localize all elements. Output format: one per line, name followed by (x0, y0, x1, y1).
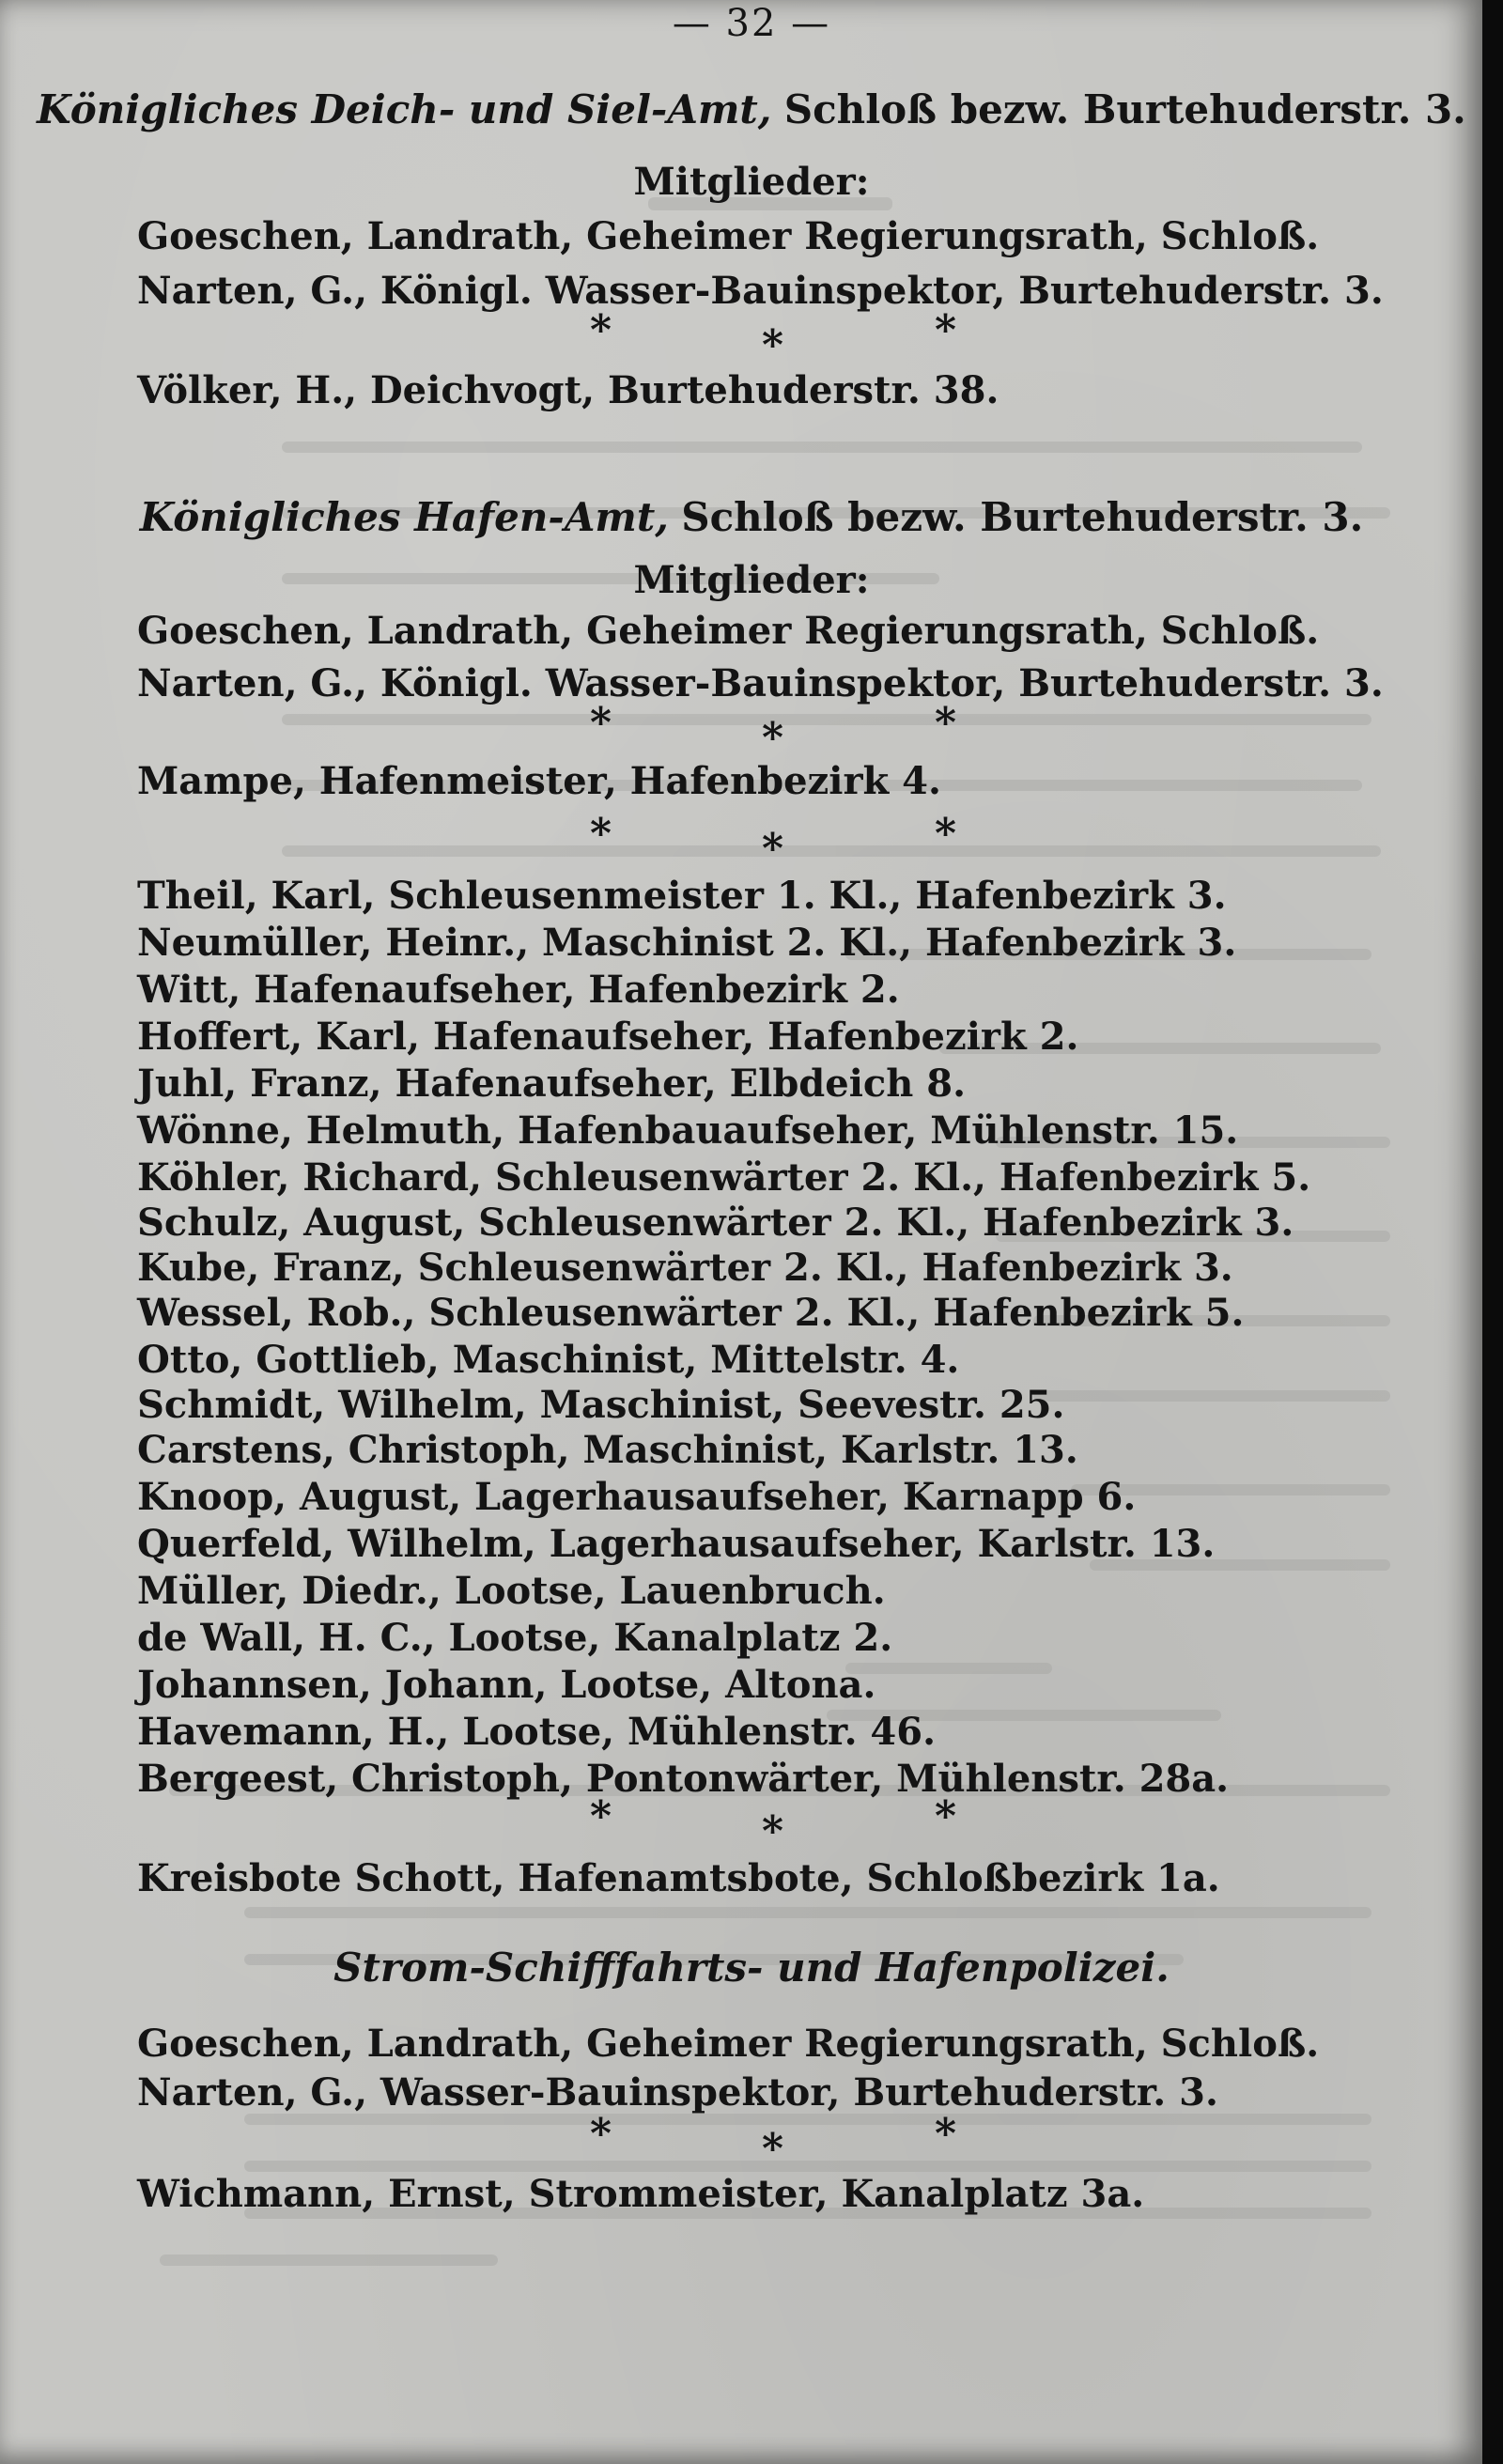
office-address: Schloß bezw. Burtehuderstr. 3. (783, 86, 1466, 132)
entry-line: Narten, G., Wasser-Bauinspektor, Burtehuderstr. 3. (137, 2070, 1218, 2115)
entry-line: Narten, G., Königl. Wasser-Bauinspektor, Burtehuderstr. 3. (137, 269, 1384, 313)
entry-line: Kreisbote Schott, Hafenamtsbote, Schloßbezirk 1a. (137, 1856, 1220, 1900)
entry-line: Witt, Hafenaufseher, Hafenbezirk 2. (137, 968, 900, 1012)
section-heading-deich-amt (0, 86, 1503, 133)
members-label: Mitglieder: (633, 160, 870, 204)
entry-line: Goeschen, Landrath, Geheimer Regierungsrath, Schloß. (137, 214, 1320, 258)
section-heading-hafen-amt (0, 494, 1503, 541)
entry-line: Theil, Karl, Schleusenmeister 1. Kl., Hafenbezirk 3. (137, 874, 1227, 918)
page-number: — 32 — (672, 2, 831, 45)
members-label: Mitglieder: (633, 558, 870, 602)
entry-line: Otto, Gottlieb, Maschinist, Mittelstr. 4. (137, 1338, 960, 1382)
entry-line: Carstens, Christoph, Maschinist, Karlstr. 13. (137, 1428, 1078, 1472)
office-address: Schloß bezw. Burtehuderstr. 3. (681, 494, 1364, 540)
entry-line: Querfeld, Wilhelm, Lagerhausaufseher, Karlstr. 13. (137, 1522, 1216, 1566)
entry-line: Köhler, Richard, Schleusenwärter 2. Kl., Hafenbezirk 5. (137, 1155, 1311, 1200)
section-heading-hafenpolizei (0, 1945, 1503, 1991)
entry-line: Völker, H., Deichvogt, Burtehuderstr. 38. (137, 368, 999, 412)
entry-line: Schmidt, Wilhelm, Maschinist, Seevestr. 25. (137, 1383, 1065, 1427)
entry-line: Schulz, August, Schleusenwärter 2. Kl., Hafenbezirk 3. (137, 1201, 1294, 1245)
entry-line: Wessel, Rob., Schleusenwärter 2. Kl., Hafenbezirk 5. (137, 1291, 1245, 1335)
entry-line: de Wall, H. C., Lootse, Kanalplatz 2. (137, 1616, 893, 1660)
asterism-divider: * * * (590, 810, 957, 873)
asterism-divider: * * * (590, 699, 957, 762)
asterism-divider: * * * (590, 1792, 957, 1855)
asterism-divider: * * * (590, 306, 957, 369)
entry-line: Havemann, H., Lootse, Mühlenstr. 46. (137, 1710, 937, 1754)
asterism-divider: * * * (590, 2110, 957, 2173)
entry-line: Hoffert, Karl, Hafenaufseher, Hafenbezirk 2. (137, 1015, 1079, 1059)
entry-line: Knoop, August, Lagerhausaufseher, Karnapp 6. (137, 1475, 1137, 1519)
office-name: Königliches Deich- und Siel-Amt, (37, 86, 772, 132)
entry-line: Bergeest, Christoph, Pontonwärter, Mühlenstr. 28a. (137, 1757, 1230, 1801)
entry-line: Kube, Franz, Schleusenwärter 2. Kl., Hafenbezirk 3. (137, 1246, 1233, 1290)
office-name: Strom-Schifffahrts- und Hafenpolizei. (333, 1945, 1170, 1991)
entry-line: Juhl, Franz, Hafenaufseher, Elbdeich 8. (137, 1062, 967, 1106)
entry-line: Goeschen, Landrath, Geheimer Regierungsrath, Schloß. (137, 2022, 1320, 2066)
entry-line: Neumüller, Heinr., Maschinist 2. Kl., Hafenbezirk 3. (137, 921, 1237, 965)
entry-line: Goeschen, Landrath, Geheimer Regierungsrath, Schloß. (137, 609, 1320, 653)
entry-line: Mampe, Hafenmeister, Hafenbezirk 4. (137, 759, 941, 803)
entry-line: Wönne, Helmuth, Hafenbauaufseher, Mühlenstr. 15. (137, 1108, 1239, 1153)
entry-line: Wichmann, Ernst, Strommeister, Kanalplatz 3a. (137, 2172, 1145, 2216)
entry-line: Johannsen, Johann, Lootse, Altona. (137, 1663, 876, 1707)
entry-line: Müller, Diedr., Lootse, Lauenbruch. (137, 1569, 886, 1613)
entry-line: Narten, G., Königl. Wasser-Bauinspektor, Burtehuderstr. 3. (137, 661, 1384, 705)
office-name: Königliches Hafen-Amt, (139, 494, 669, 540)
